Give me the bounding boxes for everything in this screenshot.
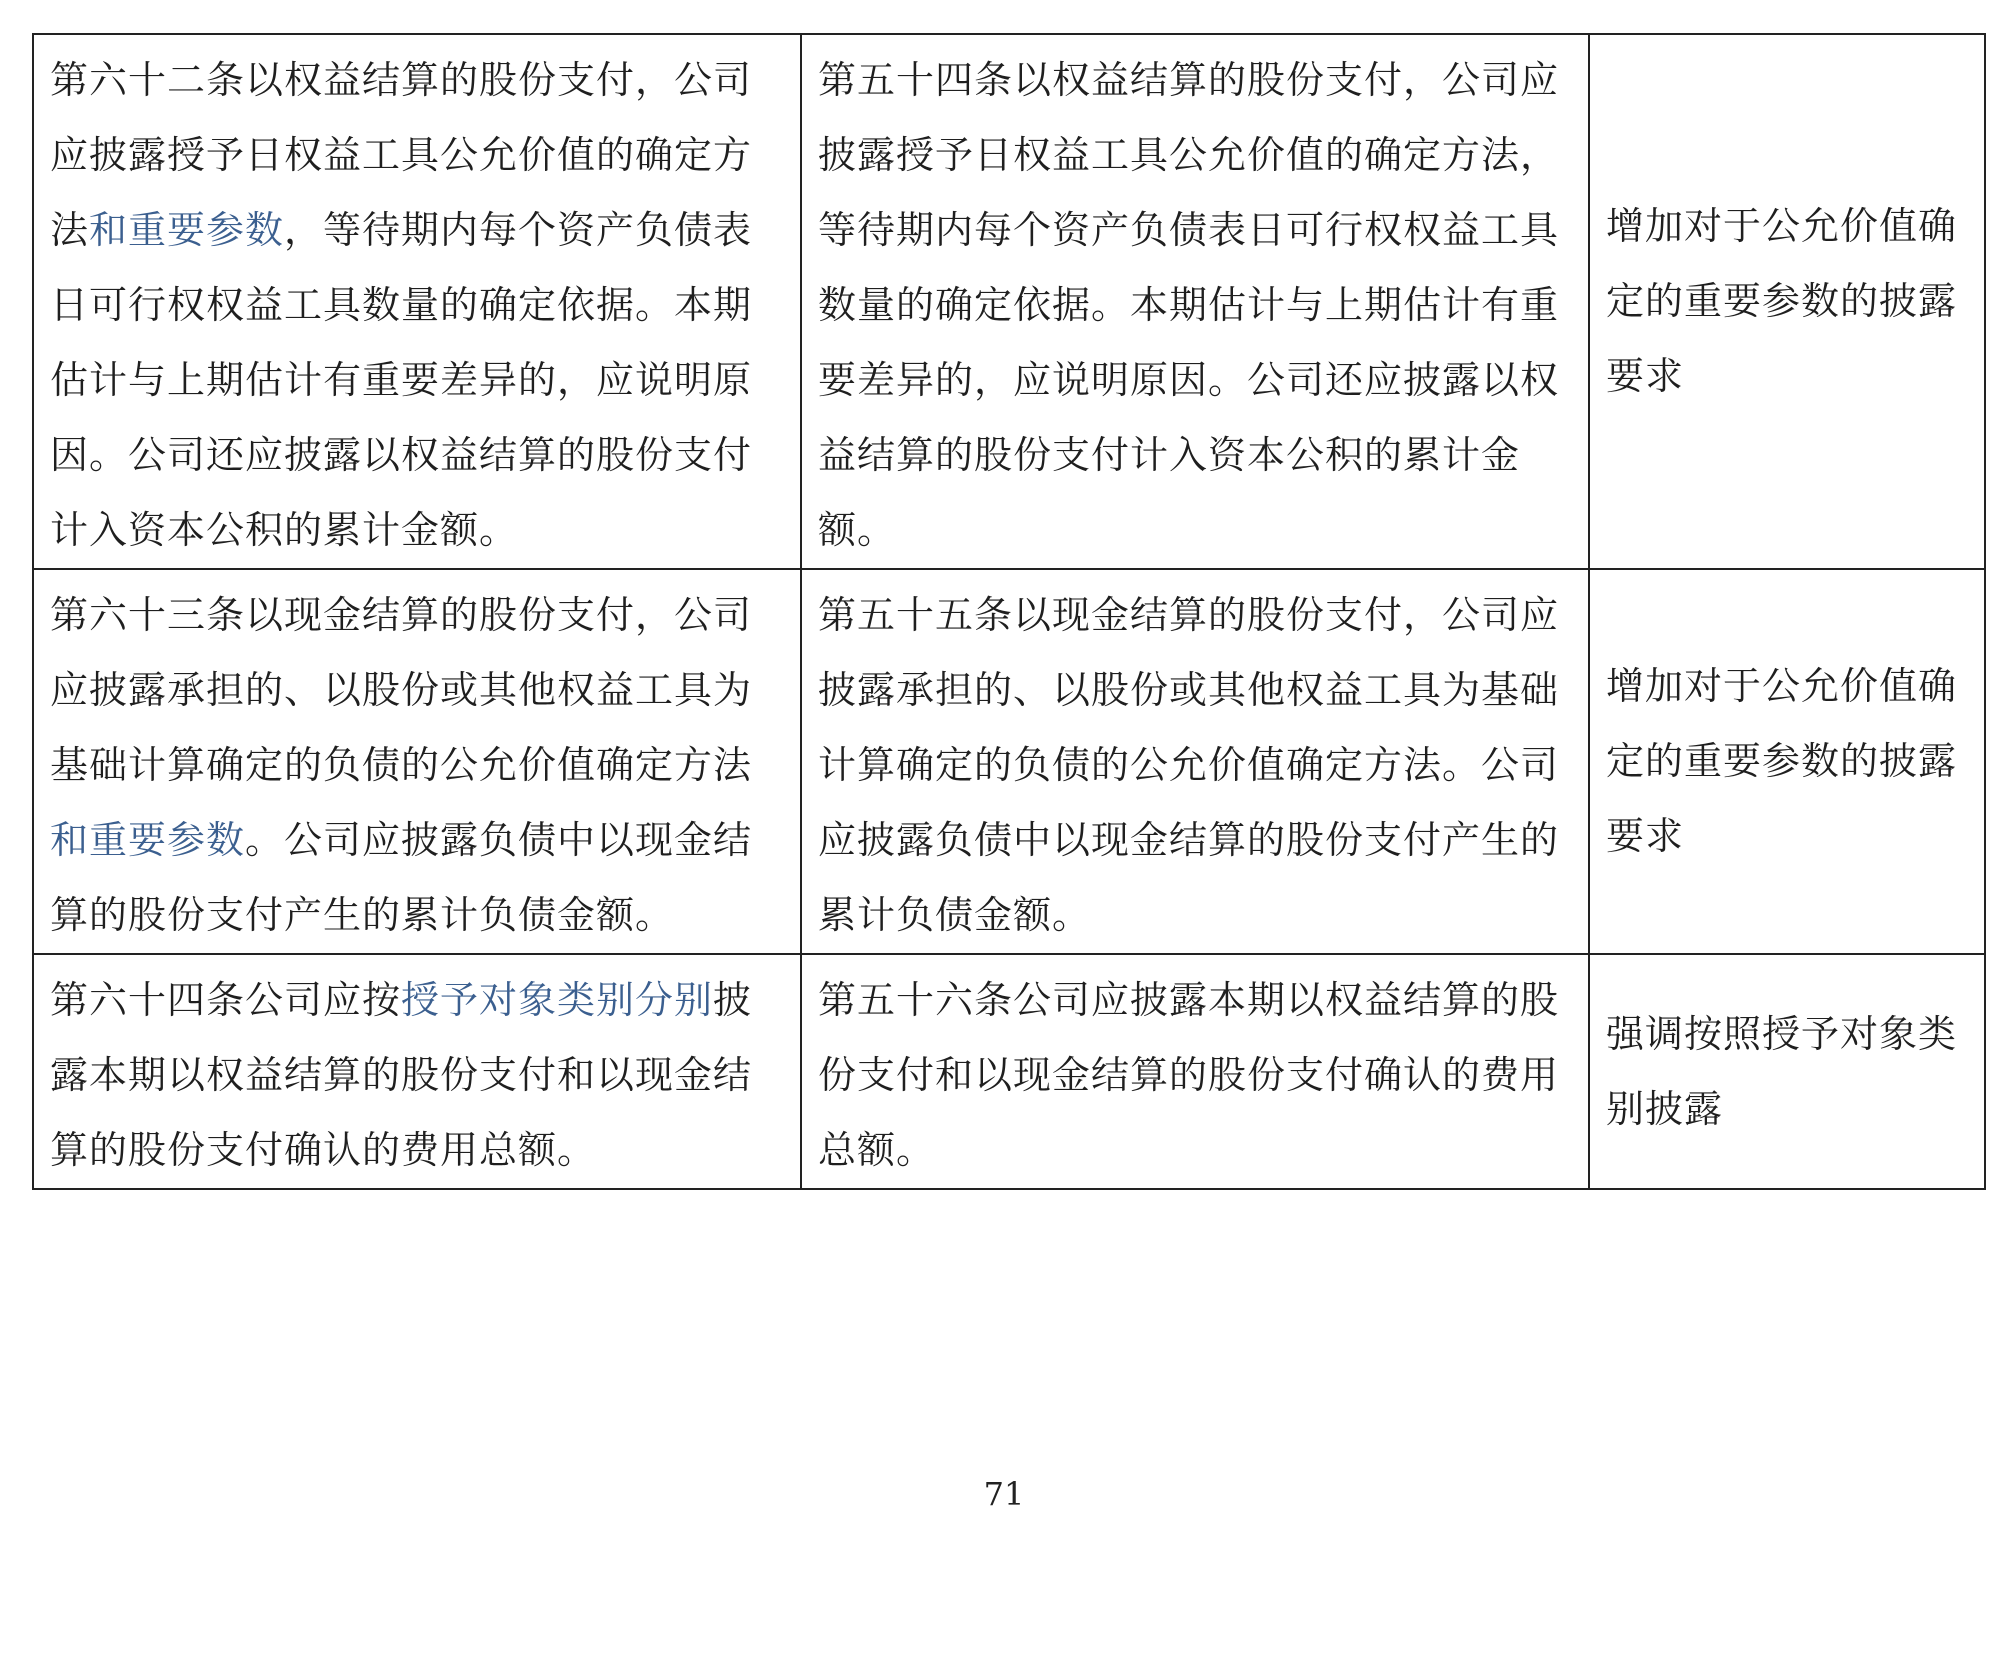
change-note-cell	[1589, 954, 1985, 1189]
change-note-cell	[1589, 34, 1985, 569]
original-provision-cell	[33, 34, 801, 569]
original-provision-text: 。公司应披露负债中以现金结算的股份支付产生的累计负债金额。	[50, 818, 753, 937]
original-provision-text: 第六十三条以现金结算的股份支付，公司应披露承担的、以股份或其他权益工具为基础计算确定的负债的公允价值确定方法	[50, 593, 753, 787]
page-number: 71	[983, 1475, 1025, 1513]
change-note-text: 增加对于公允价值确定的重要参数的披露要求	[1606, 664, 1958, 858]
revised-provision-text: 第五十六条公司应披露本期以权益结算的股份支付和以现金结算的股份支付确认的费用总额。	[818, 978, 1560, 1172]
revised-provision-cell	[801, 34, 1589, 569]
revised-provision-text: 第五十五条以现金结算的股份支付，公司应披露承担的、以股份或其他权益工具为基础计算确定的负债的公允价值确定方法。公司应披露负债中以现金结算的股份支付产生的累计负债金额。	[818, 593, 1560, 937]
highlighted-change-text: 授予对象类别分别	[401, 978, 714, 1022]
original-provision-cell	[33, 569, 801, 954]
change-note-text: 增加对于公允价值确定的重要参数的披露要求	[1606, 204, 1958, 398]
original-provision-text: 第六十四条公司应按	[50, 978, 402, 1022]
comparison-table	[32, 33, 1986, 1190]
original-provision-text: ，等待期内每个资产负债表日可行权权益工具数量的确定依据。本期估计与上期估计有重要差异的，应说明原因。公司还应披露以权益结算的股份支付计入资本公积的累计金额。	[50, 208, 753, 552]
highlighted-change-text: 和重要参数	[89, 208, 285, 252]
change-note-text: 强调按照授予对象类别披露	[1606, 1011, 1958, 1131]
revised-provision-cell	[801, 569, 1589, 954]
table-row	[33, 569, 1985, 954]
revised-provision-text: 第五十四条以权益结算的股份支付，公司应披露授予日权益工具公允价值的确定方法，等待期内每个资产负债表日可行权权益工具数量的确定依据。本期估计与上期估计有重要差异的，应说明原因。公司还应披露以权益结算的股份支付计入资本公积的累计金额。	[818, 58, 1560, 552]
change-note-cell	[1589, 569, 1985, 954]
table-row	[33, 34, 1985, 569]
original-provision-cell	[33, 954, 801, 1189]
original-provision-text: 第六十二条以权益结算的股份支付，公司应披露授予日权益工具公允价值的确定方法	[50, 58, 753, 252]
revised-provision-cell	[801, 954, 1589, 1189]
table-row	[33, 954, 1985, 1189]
highlighted-change-text: 和重要参数	[50, 818, 246, 862]
original-provision-text: 披露本期以权益结算的股份支付和以现金结算的股份支付确认的费用总额。	[50, 978, 753, 1172]
